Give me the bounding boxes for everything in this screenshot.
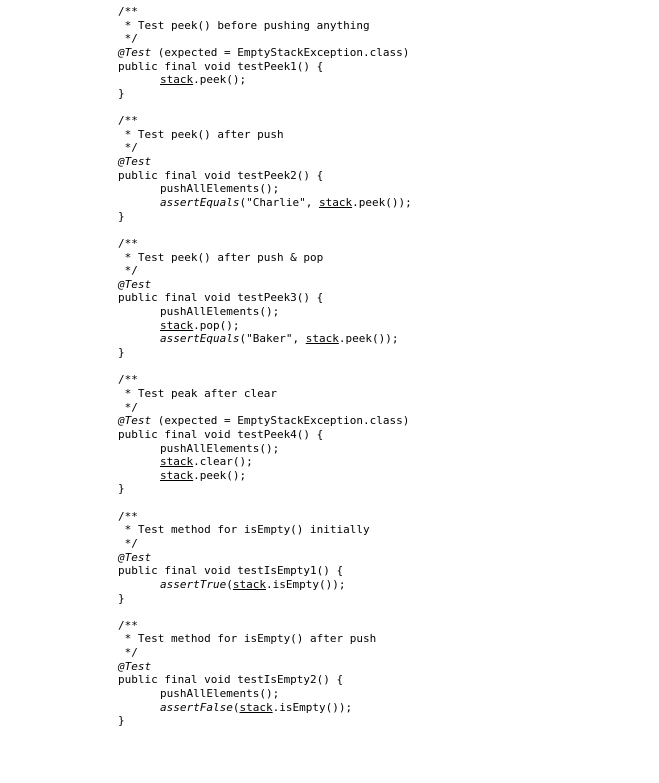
field-reference: stack (160, 468, 194, 482)
javadoc-comment-line: * Test peek() before pushing anything (118, 18, 370, 32)
method-close-brace: } (118, 714, 125, 728)
method-signature: public final void testPeek4() { (118, 427, 324, 441)
blank-line (118, 496, 412, 510)
code-token: pushAllElements(); (160, 687, 280, 701)
javadoc-comment-line: */ (118, 536, 138, 550)
method-body-line (118, 687, 412, 701)
test-method-block (118, 237, 412, 360)
javadoc-comment-line: /** (118, 373, 138, 387)
method-close-brace: } (118, 482, 125, 496)
method-body-line (118, 578, 412, 592)
code-token: .pop(); (193, 318, 240, 332)
javadoc-comment-line: * Test peek() after push & pop (118, 250, 324, 264)
javadoc-comment-line: * Test peek() after push (118, 127, 284, 141)
method-body-line (118, 469, 412, 483)
javadoc-comment-line: /** (118, 5, 138, 18)
field-reference: stack (232, 577, 266, 591)
javadoc-comment-line: */ (118, 646, 138, 660)
test-annotation: @Test (118, 414, 152, 428)
method-signature: public final void testPeek2() { (118, 168, 324, 182)
test-method-block (118, 114, 412, 223)
method-signature: public final void testIsEmpty1() { (118, 564, 344, 578)
test-annotation: @Test (118, 550, 152, 564)
blank-line (118, 360, 412, 374)
test-annotation: @Test (118, 659, 152, 673)
javadoc-comment-line: * Test method for isEmpty() after push (118, 632, 377, 646)
code-token: .peek()); (352, 195, 412, 209)
blank-line (118, 605, 412, 619)
method-close-brace: } (118, 209, 125, 223)
annotation-line (118, 46, 412, 60)
javadoc-comment-line: /** (118, 114, 138, 128)
method-body-line (118, 73, 412, 87)
assert-call: assertTrue (160, 577, 227, 591)
method-close-brace: } (118, 591, 125, 605)
annotation-line (118, 155, 412, 169)
test-method-block (118, 619, 412, 728)
annotation-line (118, 278, 412, 292)
annotation-line (118, 551, 412, 565)
method-signature: public final void testPeek3() { (118, 291, 324, 305)
code-token: .peek()); (338, 332, 399, 346)
test-annotation: @Test (118, 45, 152, 59)
test-method-block (118, 373, 412, 496)
assert-call: assertFalse (160, 700, 233, 714)
field-reference: stack (239, 700, 273, 714)
code-token: ("Baker", (239, 332, 306, 346)
code-token: ("Charlie", (239, 195, 319, 209)
code-token: .isEmpty()); (272, 700, 353, 714)
code-token: .isEmpty()); (265, 577, 346, 591)
test-method-block (118, 510, 412, 605)
javadoc-comment-line: */ (118, 264, 138, 278)
method-close-brace: } (118, 86, 125, 100)
code-token: ( (226, 577, 233, 591)
field-reference: stack (160, 318, 194, 332)
javadoc-comment-line: * Test method for isEmpty() initially (118, 523, 370, 537)
blank-line (118, 223, 412, 237)
blank-line (118, 100, 412, 114)
method-body-line (118, 455, 412, 469)
method-close-brace: } (118, 346, 125, 360)
method-signature: public final void testIsEmpty2() { (118, 673, 344, 687)
method-body-line (118, 319, 412, 333)
code-token: pushAllElements(); (160, 305, 280, 319)
code-token: ( (232, 700, 240, 714)
code-token: pushAllElements(); (160, 182, 280, 196)
field-reference: stack (160, 455, 194, 469)
assert-call: assertEquals (160, 195, 240, 209)
javadoc-comment-line: * Test peak after clear (118, 386, 277, 400)
code-token: .peek(); (193, 73, 247, 87)
code-token: .clear(); (193, 455, 253, 469)
assert-call: assertEquals (160, 332, 240, 346)
code-listing (118, 5, 412, 728)
javadoc-comment-line: */ (118, 141, 138, 155)
test-method-block (118, 5, 412, 100)
method-body-line (118, 182, 412, 196)
annotation-args: (expected = EmptyStackException.class) (151, 414, 410, 428)
test-annotation: @Test (118, 277, 152, 291)
code-token: pushAllElements(); (160, 441, 280, 455)
method-body-line (118, 701, 412, 715)
javadoc-comment-line: */ (118, 400, 138, 414)
annotation-args: (expected = EmptyStackException.class) (151, 45, 410, 59)
javadoc-comment-line: */ (118, 32, 138, 46)
field-reference: stack (318, 195, 353, 209)
javadoc-comment-line: /** (118, 236, 138, 250)
javadoc-comment-line: /** (118, 618, 138, 632)
method-body-line (118, 305, 412, 319)
field-reference: stack (160, 73, 194, 87)
annotation-line (118, 414, 412, 428)
method-body-line (118, 332, 412, 346)
method-body-line (118, 442, 412, 456)
field-reference: stack (305, 332, 339, 346)
method-body-line (118, 196, 412, 210)
javadoc-comment-line: /** (118, 509, 138, 523)
test-annotation: @Test (118, 155, 152, 169)
annotation-line (118, 660, 412, 674)
method-signature: public final void testPeek1() { (118, 59, 324, 73)
code-token: .peek(); (193, 468, 247, 482)
